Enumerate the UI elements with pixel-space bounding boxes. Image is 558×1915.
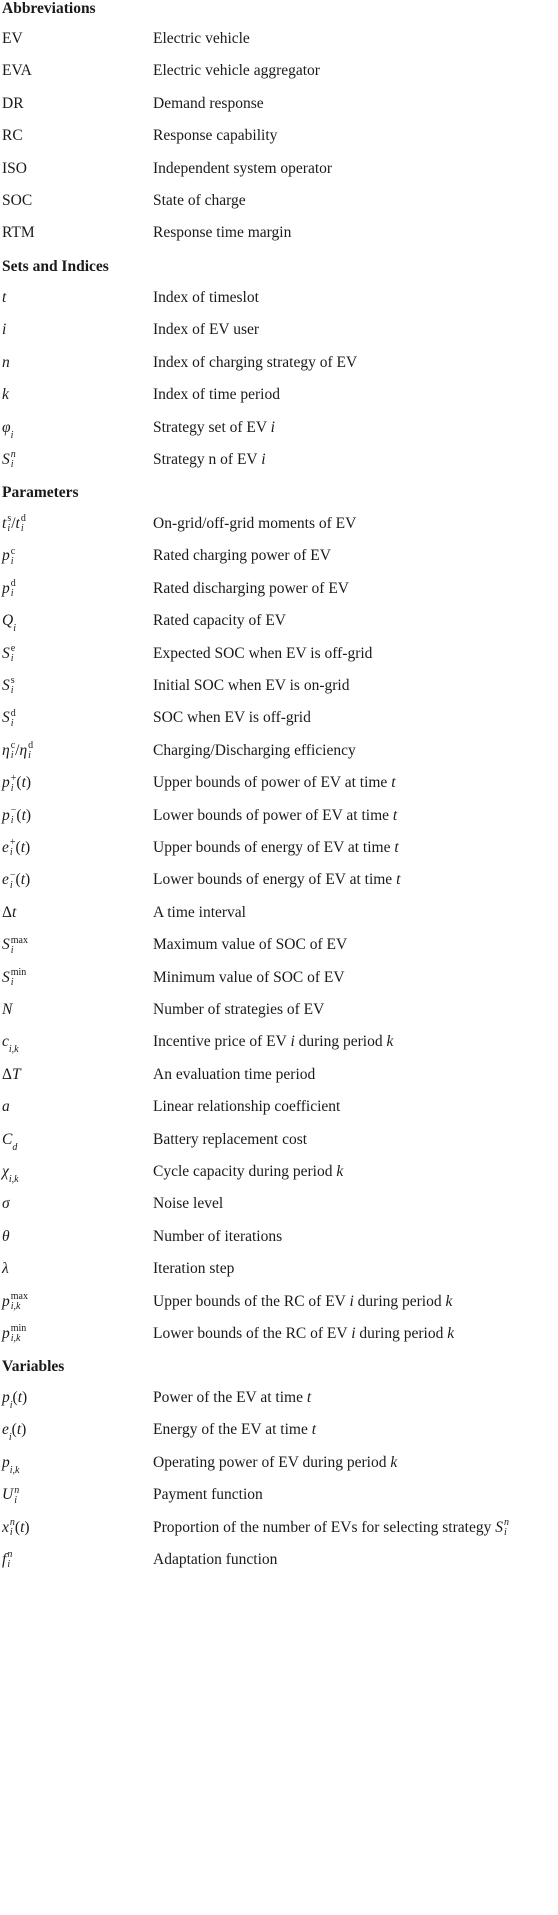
- parameters-symbol: $\chi_{i,k}$: [2, 1163, 19, 1186]
- sets-description: Index of timeslot: [153, 289, 259, 306]
- abbreviations-row: [0, 190, 558, 216]
- variables-description: Operating power of EV during period k: [153, 1453, 398, 1471]
- parameters-description: An evaluation time period: [153, 1065, 316, 1083]
- section-sets-and-indices: Sets and Indices: [2, 258, 109, 275]
- parameters-row: [0, 610, 558, 636]
- abbreviations-symbol: EVA: [2, 62, 32, 80]
- parameters-description: Upper bounds of energy of EV at time t: [153, 839, 399, 856]
- parameters-symbol: p min i,k: [2, 1323, 27, 1345]
- section-parameters: Parameters: [2, 484, 79, 501]
- parameters-description: SOC when EV is off-grid: [153, 709, 311, 727]
- sets-row: [0, 319, 558, 345]
- abbreviations-row: [0, 158, 558, 184]
- abbreviations-symbol: RC: [2, 127, 23, 145]
- parameters-row: [0, 1161, 558, 1187]
- parameters-symbol: S min i: [2, 967, 27, 989]
- sets-description: Index of charging strategy of EV: [153, 353, 358, 371]
- parameters-description: Number of iterations: [153, 1227, 283, 1245]
- parameters-description: Cycle capacity during period k: [153, 1163, 344, 1180]
- parameters-row: [0, 675, 558, 701]
- parameters-row: [0, 1226, 558, 1252]
- parameters-description: Upper bounds of the RC of EV i during period k: [153, 1292, 453, 1310]
- abbreviations-symbol: RTM: [2, 224, 35, 242]
- parameters-description: A time interval: [153, 903, 246, 921]
- parameters-row: [0, 1096, 558, 1122]
- parameters-description: Lower bounds of energy of EV at time t: [153, 871, 401, 889]
- sets-description: Index of time period: [153, 386, 280, 404]
- abbreviations-row: [0, 222, 558, 248]
- variables-description: Adaptation function: [153, 1551, 278, 1568]
- abbreviations-symbol: EV: [2, 30, 23, 47]
- variables-symbol: $e_i(t)$: [2, 1421, 27, 1444]
- parameters-row: [0, 513, 558, 539]
- abbreviations-symbol: SOC: [2, 192, 33, 209]
- parameters-symbol: σ: [2, 1195, 10, 1213]
- variables-description: Proportion of the number of EVs for selecting strategy S n i: [153, 1517, 509, 1539]
- parameters-description: Battery replacement cost: [153, 1130, 308, 1148]
- parameters-symbol: e + i (t): [2, 837, 31, 859]
- sets-description: Strategy n of EV i: [153, 451, 266, 468]
- variables-symbol: f n i: [2, 1549, 13, 1571]
- section-variables: Variables: [2, 1358, 65, 1375]
- parameters-description: Initial SOC when EV is on-grid: [153, 677, 350, 694]
- abbreviations-description: Response capability: [153, 127, 278, 145]
- parameters-symbol: p + i (t): [2, 772, 32, 794]
- variables-row: [0, 1517, 558, 1543]
- variables-symbol: x n i (t): [2, 1517, 30, 1539]
- section-abbreviations: Abbreviations: [2, 0, 96, 17]
- parameters-symbol: p d i: [2, 578, 16, 600]
- parameters-description: Rated charging power of EV: [153, 547, 331, 565]
- parameters-row: [0, 772, 558, 798]
- parameters-row: [0, 1031, 558, 1057]
- parameters-symbol: λ: [2, 1260, 9, 1278]
- variables-row: [0, 1484, 558, 1510]
- sets-symbol: i: [2, 321, 7, 339]
- abbreviations-symbol: DR: [2, 94, 24, 112]
- parameters-row: [0, 805, 558, 831]
- parameters-symbol: $c_{i,k}$: [2, 1033, 19, 1056]
- variables-row: [0, 1549, 558, 1575]
- abbreviations-row: [0, 28, 558, 54]
- parameters-symbol: p − i (t): [2, 805, 32, 827]
- variables-symbol: $p_{i,k}$: [2, 1453, 20, 1476]
- parameters-description: Noise level: [153, 1195, 224, 1213]
- parameters-row: [0, 1129, 558, 1155]
- sets-symbol: n: [2, 353, 10, 371]
- parameters-row: [0, 643, 558, 669]
- abbreviations-row: [0, 60, 558, 86]
- abbreviations-description: Demand response: [153, 94, 264, 112]
- parameters-symbol: t s i /t d i: [2, 513, 26, 535]
- parameters-row: [0, 545, 558, 571]
- variables-description: Power of the EV at time t: [153, 1389, 312, 1406]
- abbreviations-description: Electric vehicle aggregator: [153, 62, 320, 80]
- parameters-description: Charging/Discharging efficiency: [153, 741, 356, 759]
- abbreviations-row: [0, 93, 558, 119]
- variables-symbol: U n i: [2, 1484, 20, 1506]
- parameters-row: [0, 1291, 558, 1317]
- abbreviations-symbol: ISO: [2, 159, 27, 177]
- parameters-description: Lower bounds of the RC of EV i during period k: [153, 1325, 455, 1342]
- parameters-description: Upper bounds of power of EV at time t: [153, 774, 396, 792]
- parameters-symbol: $C_d$: [2, 1130, 18, 1153]
- variables-symbol: $p_i(t)$: [2, 1389, 28, 1412]
- parameters-row: [0, 707, 558, 733]
- sets-symbol: k: [2, 386, 9, 404]
- parameters-symbol: $Q_i$: [2, 612, 16, 635]
- parameters-symbol: S max i: [2, 934, 28, 956]
- sets-row: [0, 352, 558, 378]
- parameters-row: [0, 1064, 558, 1090]
- variables-row: [0, 1452, 558, 1478]
- parameters-description: Iteration step: [153, 1260, 235, 1278]
- parameters-row: [0, 902, 558, 928]
- parameters-row: [0, 999, 558, 1025]
- parameters-description: Incentive price of EV i during period k: [153, 1033, 394, 1051]
- parameters-symbol: ΔT: [2, 1065, 21, 1083]
- parameters-description: Linear relationship coefficient: [153, 1098, 341, 1116]
- parameters-description: Minimum value of SOC of EV: [153, 968, 345, 986]
- parameters-description: Number of strategies of EV: [153, 1001, 325, 1018]
- sets-symbol: $\varphi_i$: [2, 418, 14, 441]
- sets-row: [0, 287, 558, 313]
- parameters-symbol: S d i: [2, 707, 16, 729]
- variables-description: Energy of the EV at time t: [153, 1421, 317, 1439]
- variables-description: Payment function: [153, 1486, 263, 1504]
- parameters-row: [0, 837, 558, 863]
- parameters-description: Expected SOC when EV is off-grid: [153, 644, 373, 662]
- parameters-row: [0, 740, 558, 766]
- parameters-symbol: Δt: [2, 903, 17, 921]
- abbreviations-description: State of charge: [153, 192, 246, 209]
- parameters-symbol: N: [2, 1001, 13, 1018]
- sets-row: [0, 417, 558, 443]
- abbreviations-description: Response time margin: [153, 224, 292, 242]
- variables-row: [0, 1387, 558, 1413]
- parameters-row: [0, 869, 558, 895]
- parameters-row: [0, 934, 558, 960]
- parameters-symbol: a: [2, 1098, 10, 1116]
- variables-row: [0, 1419, 558, 1445]
- parameters-symbol: p c i: [2, 545, 16, 567]
- parameters-row: [0, 1323, 558, 1349]
- parameters-symbol: S s i: [2, 675, 15, 697]
- parameters-description: Maximum value of SOC of EV: [153, 936, 348, 954]
- sets-symbol: t: [2, 289, 7, 306]
- sets-description: Strategy set of EV i: [153, 418, 275, 436]
- abbreviations-description: Electric vehicle: [153, 30, 250, 47]
- parameters-description: On-grid/off-grid moments of EV: [153, 515, 357, 532]
- sets-description: Index of EV user: [153, 321, 260, 339]
- parameters-symbol: S e i: [2, 643, 16, 665]
- sets-row: [0, 384, 558, 410]
- parameters-row: [0, 967, 558, 993]
- parameters-description: Lower bounds of power of EV at time t: [153, 806, 398, 824]
- sets-symbol: S n i: [2, 449, 16, 471]
- parameters-description: Rated capacity of EV: [153, 612, 286, 630]
- parameters-row: [0, 578, 558, 604]
- parameters-row: [0, 1193, 558, 1219]
- abbreviations-description: Independent system operator: [153, 159, 333, 177]
- parameters-symbol: e − i (t): [2, 869, 31, 891]
- parameters-symbol: η c i /η d i: [2, 740, 34, 762]
- parameters-symbol: p max i,k: [2, 1291, 28, 1313]
- parameters-description: Rated discharging power of EV: [153, 579, 349, 597]
- parameters-symbol: θ: [2, 1227, 10, 1245]
- abbreviations-row: [0, 125, 558, 151]
- parameters-row: [0, 1258, 558, 1284]
- sets-row: [0, 449, 558, 475]
